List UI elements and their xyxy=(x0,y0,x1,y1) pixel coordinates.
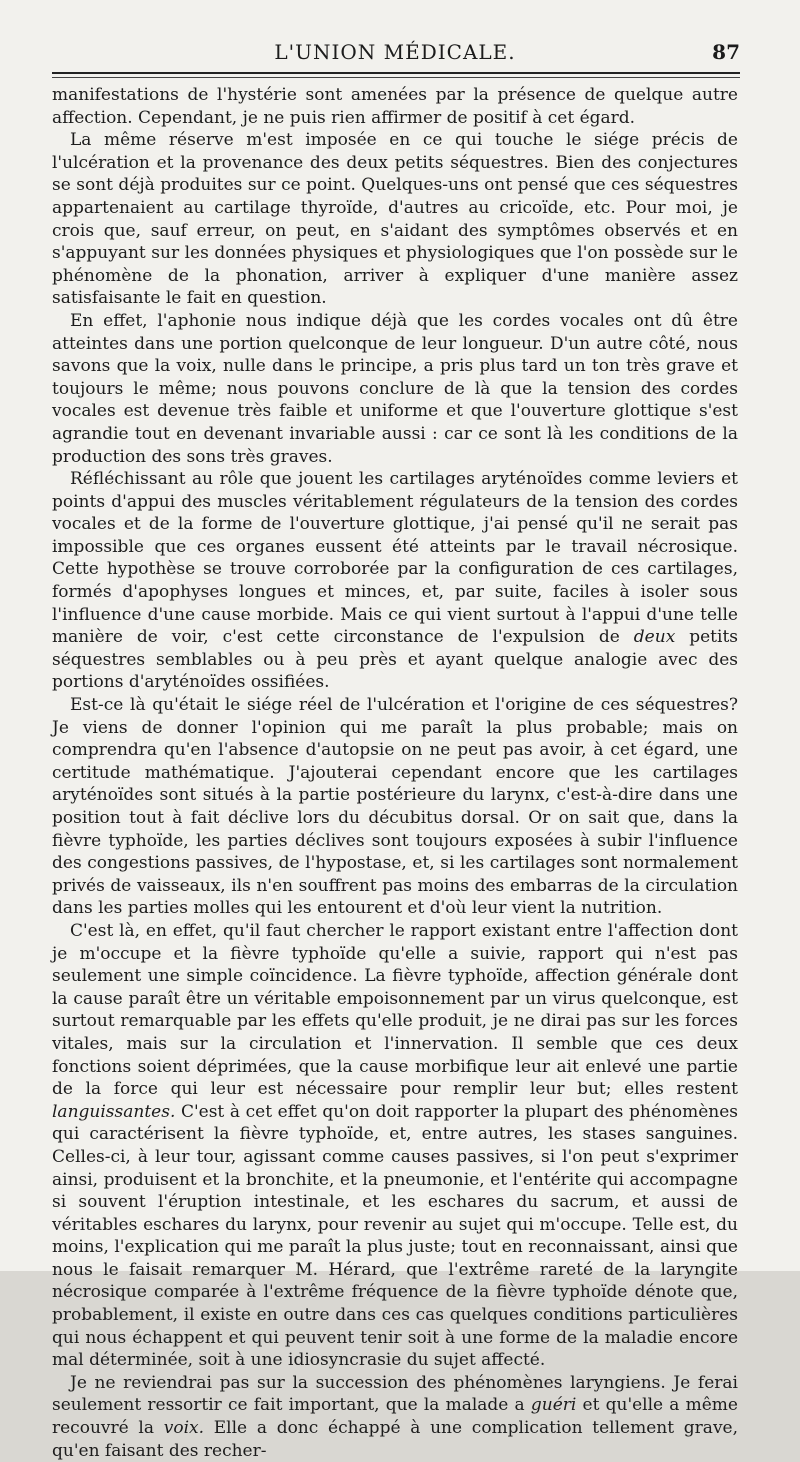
running-header xyxy=(50,38,740,68)
paragraph-7-mid: et qu'elle a même recouvré la xyxy=(52,1395,738,1439)
paragraph-3: En effet, l'aphonie nous indique déjà que les cordes vocales ont dû être atteintes dans une portion quelconque de leur longueur. D'un autre côté, nous savons que la voix, nulle dans le principe, a pris plus tard un ton très grave et toujours le même; nous pouvons conclure de là que la tension des cordes vocales est devenue très faible et uniforme et que l'ouverture glottique s'est agrandie tout en devenant invariable aussi : car ce sont là les conditions de la production des sons très graves. xyxy=(52,310,738,467)
paragraph-4-text: Réfléchissant au rôle que jouent les cartilages aryténoïdes comme leviers et points d'appui des muscles véritablement régulateurs de la tension des cordes vocales et de la forme de l'ouverture glottique, j'ai pensé qu'il ne serait pas impossible que ces organes eussent été atteints par le travail nécrosique. Cette hypothèse se trouve corroborée par la configuration de ces cartilages, formés d'apophyses longues et minces, et, par suite, faciles à isoler sous l'influence d'une cause morbide. Mais ce qui vient surtout à l'appui d'une telle manière de voir, c'est cette circonstance de l'expulsion de xyxy=(52,469,738,648)
paragraph-2: La même réserve m'est imposée en ce qui touche le siége précis de l'ulcération et la provenance des deux petits séquestres. Bien des conjectures se sont déjà produites sur ce point. Quelques-uns ont pensé que ces séquestres appartenaient au cartilage thyroïde, d'autres au cricoïde, etc. Pour moi, je crois que, sauf erreur, on peut, en s'aidant des symptômes observés et en s'appuyant sur les données physiques et physiologiques que l'on possède sur le phénomène de la phonation, arriver à expliquer d'une manière assez satisfaisante le fait en question. xyxy=(52,130,738,309)
paragraph-4-tail: petits séquestres semblables ou à peu près et ayant quelque analogie avec des portions d'aryténoïdes ossifiées. xyxy=(52,627,739,693)
header-rule-thin xyxy=(52,77,740,78)
paragraph-4 xyxy=(52,468,738,694)
paragraph-7-text: Je ne reviendrai pas sur la succession des phénomènes laryngiens. Je ferai seulement ressortir ce fait important, que la malade a xyxy=(52,1372,738,1416)
paragraph-6-text: C'est là, en effet, qu'il faut chercher le rapport existant entre l'affection dont je m'occupe et la fièvre typhoïde qu'elle a suivie, rapport qui n'est pas seulement une simple coïncidence. La fièvre typhoïde, affection générale dont la cause paraît être un véritable empoisonnement par un virus quelconque, est surtout remarquable par les effets qu'elle produit, je ne dirai pas sur les forces vitales, mais sur la circulation et l'innervation. Il semble que ces deux fonctions soient déprimées, que la cause morbifique leur ait enlevé une partie de la force qui leur est nécessaire pour remplir leur but; elles restent xyxy=(52,920,738,1100)
journal-title: L'UNION MÉDICALE. xyxy=(274,40,516,64)
page-number: 87 xyxy=(712,40,740,64)
article-body xyxy=(52,84,738,1462)
italic-languissantes: languissantes. xyxy=(52,1101,176,1122)
paragraph-1: manifestations de l'hystérie sont amenées par la présence de quelque autre affection. Cependant, je ne puis rien affirmer de positif à cet égard. xyxy=(52,85,738,128)
italic-voix: voix. xyxy=(163,1418,205,1439)
paragraph-6 xyxy=(52,920,738,1372)
italic-gueri: guéri xyxy=(530,1395,577,1416)
paragraph-6-tail: C'est à cet effet qu'on doit rapporter la plupart des phénomènes qui caractérisent la fièvre typhoïde, et, entre autres, les stases sanguines. Celles-ci, à leur tour, agissant comme causes passives, si l'on peut s'exprimer ainsi, produisent et la bronchite, et la pneumonie, et l'entérite qui accompagne si souvent l'éruption intestinale, et les eschares du sacrum, et aussi de véritables eschares du larynx, pour revenir au sujet qui m'occupe. Telle est, du moins, l'explication qui me paraît la plus juste; tout en reconnaissant, ainsi que nous le faisait remarquer M. Hérard, que l'extrême rareté de la laryngite nécrosique comparée à l'extrême fréquence de la fièvre typhoïde dénote que, probablement, il existe en outre dans ces cas quelques conditions particulières qui nous échappent et qui peuvent tenir soit à une forme de la maladie encore mal déterminée, soit à une idiosyncrasie du sujet affecté. xyxy=(52,1101,738,1371)
header-rule xyxy=(52,72,740,74)
paragraph-5: Est-ce là qu'était le siége réel de l'ulcération et l'origine de ces séquestres? Je viens de donner l'opinion qui me paraît la plus probable; mais on comprendra qu'en l'absence d'autopsie on ne peut pas avoir, à cet égard, une certitude mathématique. J'ajouterai cependant encore que les cartilages aryténoïdes sont situés à la partie postérieure du larynx, c'est-à-dire dans une position tout à fait déclive lors du décubitus dorsal. Or on sait que, dans la fièvre typhoïde, les parties déclives sont toujours exposées à subir l'influence des congestions passives, de l'hypostase, et, si les cartilages sont normalement privés de vaisseaux, ils n'en souffrent pas moins des embarras de la circulation dans les parties molles qui les entourent et d'où leur vient la nutrition. xyxy=(52,695,738,919)
paragraph-7-tail: Elle a donc échappé à une complication tellement grave, qu'en faisant des recher- xyxy=(52,1418,739,1461)
italic-deux: deux xyxy=(633,627,676,648)
paragraph-7 xyxy=(52,1372,738,1462)
